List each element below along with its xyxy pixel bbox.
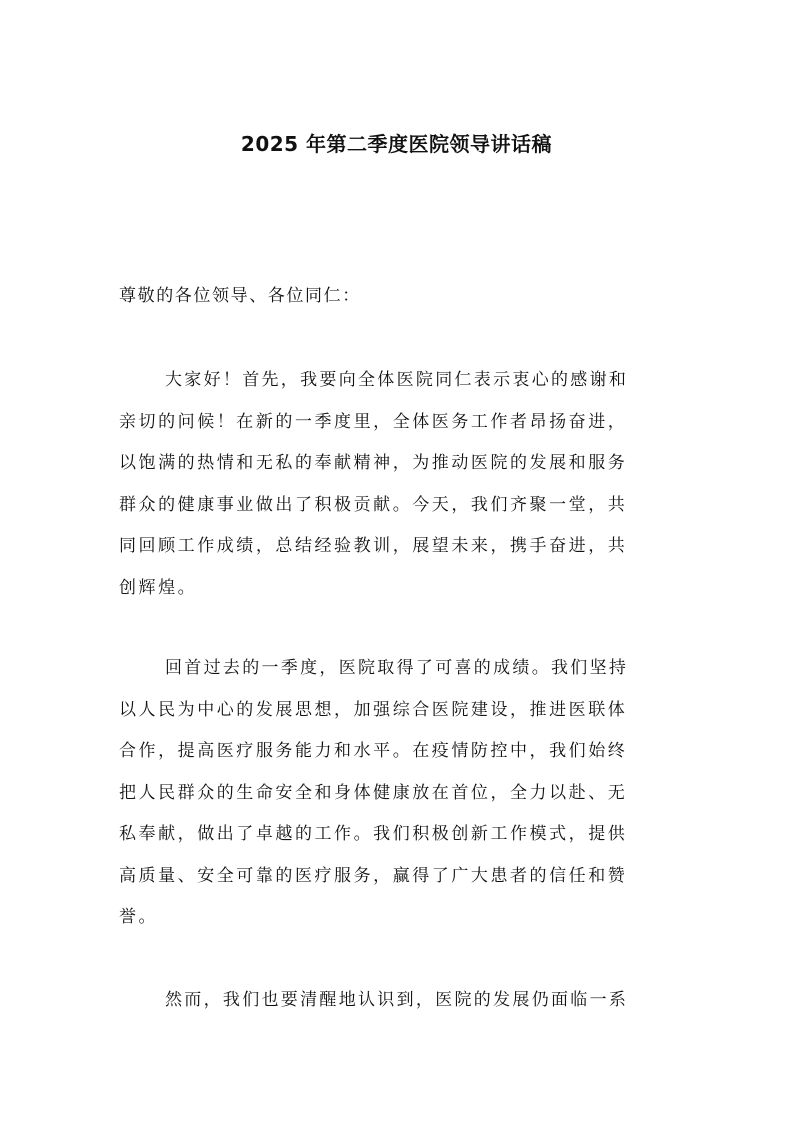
paragraph-3 [119,980,679,1022]
paragraph-line: 以人民为中心的发展思想，加强综合医院建设，推进医联体 [119,699,628,720]
paragraph-line: 高质量、安全可靠的医疗服务，赢得了广大患者的信任和赞 [119,865,628,886]
paragraph-line: 把人民群众的生命安全和身体健康放在首位，全力以赴、无 [119,782,628,803]
paragraph-1 [119,360,679,609]
paragraph-line: 亲切的问候！在新的一季度里，全体医务工作者昂扬奋进， [119,411,628,432]
paragraph-2 [119,648,679,939]
paragraph-line: 创辉煌。 [119,577,198,598]
paragraph-line: 群众的健康事业做出了积极贡献。今天，我们齐聚一堂，共 [119,494,628,515]
salutation: 尊敬的各位领导、各位同仁： [119,286,361,306]
paragraph-line: 回首过去的一季度，医院取得了可喜的成绩。我们坚持 [165,658,629,678]
paragraph-line: 私奉献，做出了卓越的工作。我们积极创新工作模式，提供 [119,824,628,844]
paragraph-line: 然而，我们也要清醒地认识到，医院的发展仍面临一系 [165,990,629,1010]
document-title: 2025 年第二季度医院领导讲话稿 [240,132,553,156]
paragraph-line: 合作，提高医疗服务能力和水平。在疫情防控中，我们始终 [119,741,628,761]
paragraph-line: 同回顾工作成绩，总结经验教训，展望未来，携手奋进，共 [119,536,628,556]
paragraph-line: 大家好！首先，我要向全体医院同仁表示衷心的感谢和 [165,370,629,390]
paragraph-line: 以饱满的热情和无私的奉献精神，为推动医院的发展和服务 [119,453,628,473]
paragraph-line: 誉。 [119,907,159,927]
